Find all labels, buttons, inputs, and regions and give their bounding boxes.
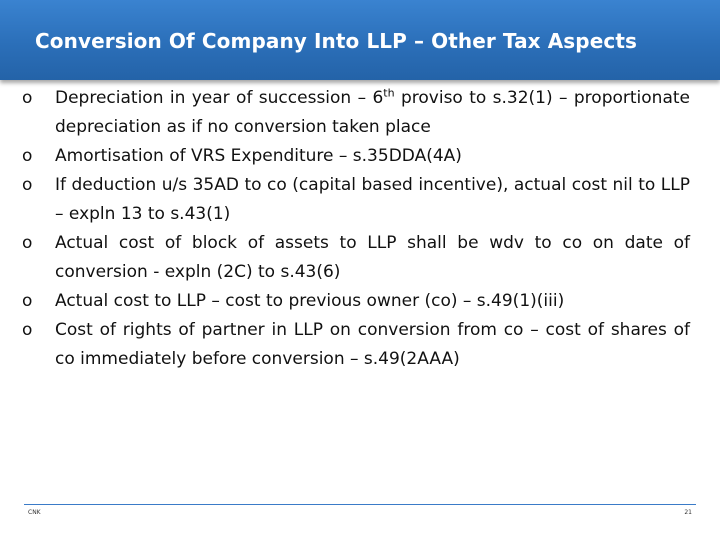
bullet-text: Amortisation of VRS Expenditure – s.35DDA(4A) [55, 146, 462, 166]
footer-author: CNK [28, 509, 41, 516]
footer-divider [24, 504, 696, 505]
bullet-list [22, 84, 690, 374]
bullet-text: Cost of rights of partner in LLP on conversion from co – cost of shares of co immediately before conversion – s.49(2AAA) [55, 320, 690, 369]
bullet-item [22, 287, 690, 316]
bullet-item [22, 142, 690, 171]
bullet-text: Actual cost to LLP – cost to previous owner (co) – s.49(1)(iii) [55, 291, 565, 311]
bullet-marker: o [22, 291, 33, 311]
slide-title: Conversion Of Company Into LLP – Other Tax Aspects [35, 29, 638, 53]
bullet-marker: o [22, 146, 33, 166]
page-number: 21 [684, 509, 692, 516]
bullet-text: Actual cost of block of assets to LLP shall be wdv to co on date of conversion - expln (2C) to s.43(6) [55, 233, 690, 282]
title-bar [0, 0, 720, 80]
bullet-item [22, 316, 690, 374]
bullet-marker: o [22, 320, 33, 340]
bullet-text: If deduction u/s 35AD to co (capital based incentive), actual cost nil to LLP – expln 13 to s.43(1) [55, 175, 690, 224]
bullet-marker: o [22, 175, 33, 195]
bullet-item [22, 84, 690, 142]
bullet-text: Depreciation in year of succession – 6th proviso to s.32(1) – proportionate depreciation as if no conversion taken place [55, 86, 690, 137]
bullet-marker: o [22, 233, 33, 253]
bullet-item [22, 229, 690, 287]
bullet-marker: o [22, 88, 33, 108]
bullet-item [22, 171, 690, 229]
